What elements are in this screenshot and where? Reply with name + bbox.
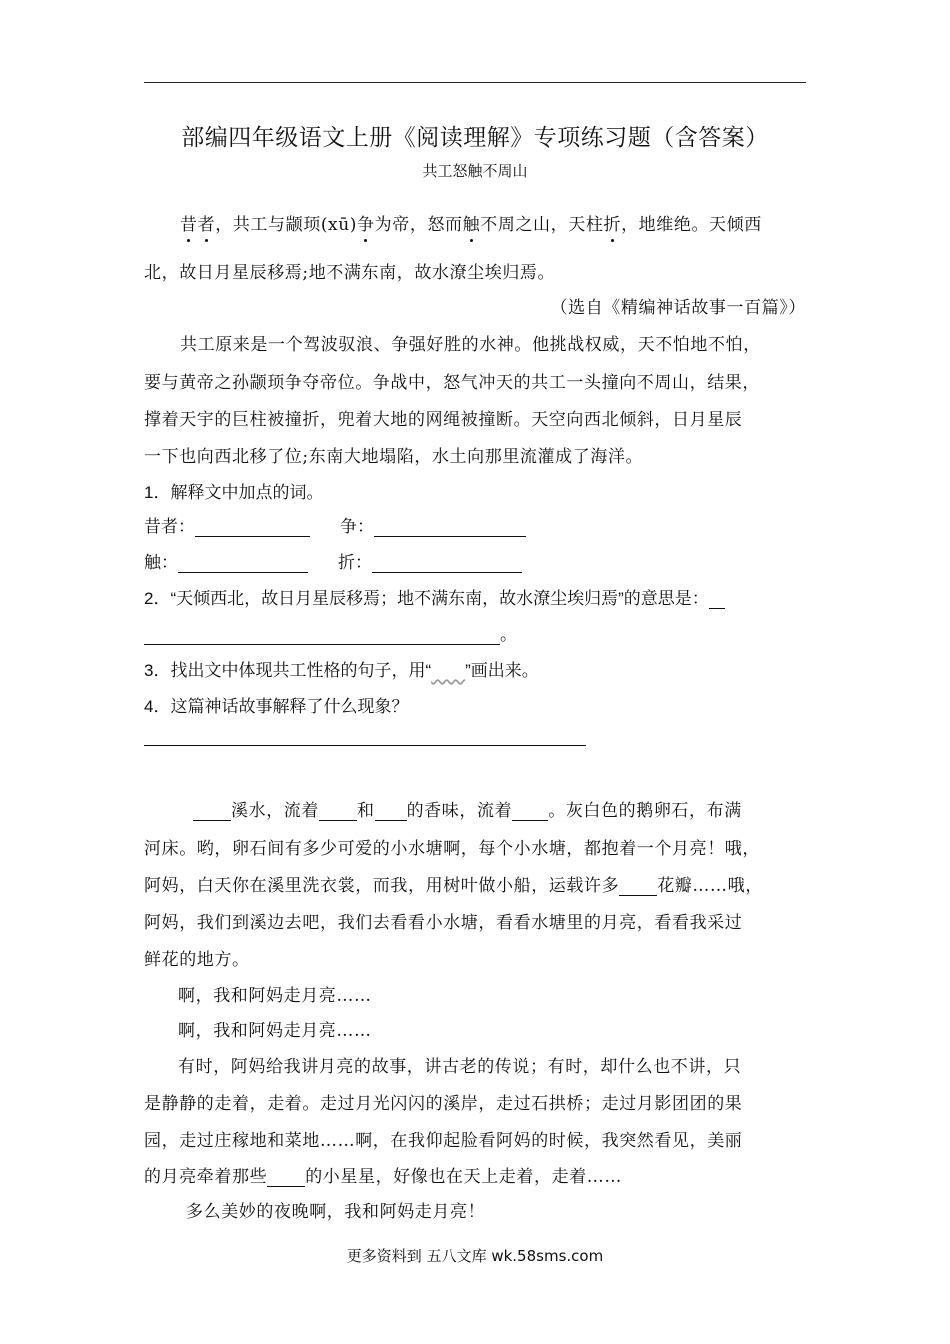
answer-blank[interactable]: [195, 518, 310, 537]
passage2-line: 是静静的走着，走着。走过月光闪闪的溪岸，走过石拱桥；走过月影团团的果: [144, 1094, 743, 1114]
passage2-line: 阿妈，白天你在溪里洗衣裳，而我，用树叶做小船，运载许多 花瓣……哦，: [144, 876, 763, 896]
question-3: 3．找出文中体现共工性格的句子，用“ ”画出来。: [144, 661, 539, 680]
answer-blank[interactable]: [193, 802, 231, 821]
passage2-line: 的月亮牵着那些 的小星星，好像也在天上走着，走着……: [144, 1167, 623, 1187]
answer-blank[interactable]: [178, 554, 308, 573]
translation-line: 共工原来是一个驾波驭浪、争强好胜的水神。他挑战权威，天不怕地不怕，: [180, 335, 761, 355]
passage2-line: 园，走过庄稼地和菜地……啊，在我仰起脸看阿妈的时候，我突然看见，美丽: [144, 1131, 743, 1151]
passage-title: 共工怒触不周山: [422, 162, 528, 180]
classical-source: （选自《精编神话故事一百篇》）: [550, 298, 806, 318]
translation-line: 要与黄帝之孙颛顼争夺帝位。争战中，怒气冲天的共工一头撞向不周山，结果，: [144, 373, 760, 393]
wavy-underline-mark: [431, 661, 465, 680]
answer-blank[interactable]: [512, 802, 548, 821]
q2-answer-line: 。: [144, 620, 517, 645]
passage2-line: 阿妈，我们到溪边去吧，我们去看看小水塘，看看水塘里的月亮，看看我采过: [144, 913, 743, 933]
q1-label: 触：: [144, 553, 178, 572]
passage2-line: 鲜花的地方。: [144, 950, 250, 970]
answer-blank[interactable]: [374, 518, 526, 537]
closing-line: 多么美妙的夜晚啊，我和阿妈走月亮！: [186, 1202, 486, 1222]
answer-blank[interactable]: [144, 626, 500, 645]
answer-blank[interactable]: [267, 1168, 305, 1187]
passage2-line: 河床。哟，卵石间有多少可爱的小水塘啊，每个小水塘，都抱着一个月亮！哦，: [144, 839, 760, 859]
q4-answer-line: [144, 726, 586, 746]
dotted-word: 触: [462, 215, 481, 235]
header-rule: [144, 82, 806, 83]
footer-text: 更多资料到 五八文库 wk.58sms.com: [346, 1247, 604, 1265]
question-1: 1．解释文中加点的词。: [144, 483, 324, 502]
classical-line-1: 昔者，共工与颛顼(xū)争为帝，怒而触不周之山，天柱折，地维绝。天倾西: [180, 215, 762, 235]
answer-blank[interactable]: [619, 877, 657, 896]
dotted-word: 争: [357, 215, 375, 235]
refrain-line: 啊，我和阿妈走月亮……: [178, 986, 372, 1006]
answer-blank[interactable]: [319, 802, 357, 821]
answer-blank[interactable]: [144, 727, 586, 746]
answer-blank[interactable]: [709, 590, 725, 609]
page-title: 部编四年级语文上册《阅读理解》专项练习题（含答案）: [181, 125, 769, 151]
classical-line-2: 北，故日月星辰移焉;地不满东南，故水潦尘埃归焉。: [144, 263, 556, 283]
dotted-word: 者: [197, 215, 216, 235]
dotted-word: 昔: [180, 215, 198, 235]
question-4: 4．这篇神话故事解释了什么现象？: [144, 697, 409, 716]
passage2-line: 溪水，流着 和 的香味，流着 。灰白色的鹅卵石，布满: [193, 796, 742, 821]
dotted-word: 折: [603, 215, 622, 235]
q1-label: 争：: [340, 517, 374, 536]
answer-blank[interactable]: [372, 554, 522, 573]
q1-label: 折：: [338, 553, 372, 572]
q1-label: 昔者：: [144, 517, 195, 536]
answer-blank[interactable]: [375, 802, 407, 821]
question-2: 2．“天倾西北，故日月星辰移焉；地不满东南，故水潦尘埃归焉”的意思是：: [144, 584, 725, 609]
translation-line: 撑着天宇的巨柱被撞折，兜着大地的网绳被撞断。天空向西北倾斜，日月星辰: [144, 410, 743, 430]
refrain-line: 啊，我和阿妈走月亮……: [178, 1021, 372, 1041]
q1-row-1: [144, 512, 526, 537]
translation-line: 一下也向西北移了位;东南大地塌陷，水土向那里流灌成了海洋。: [144, 447, 644, 467]
passage2-line: 有时，阿妈给我讲月亮的故事，讲古老的传说；有时，却什么也不讲，只: [178, 1057, 742, 1077]
q1-row-2: [144, 548, 522, 573]
